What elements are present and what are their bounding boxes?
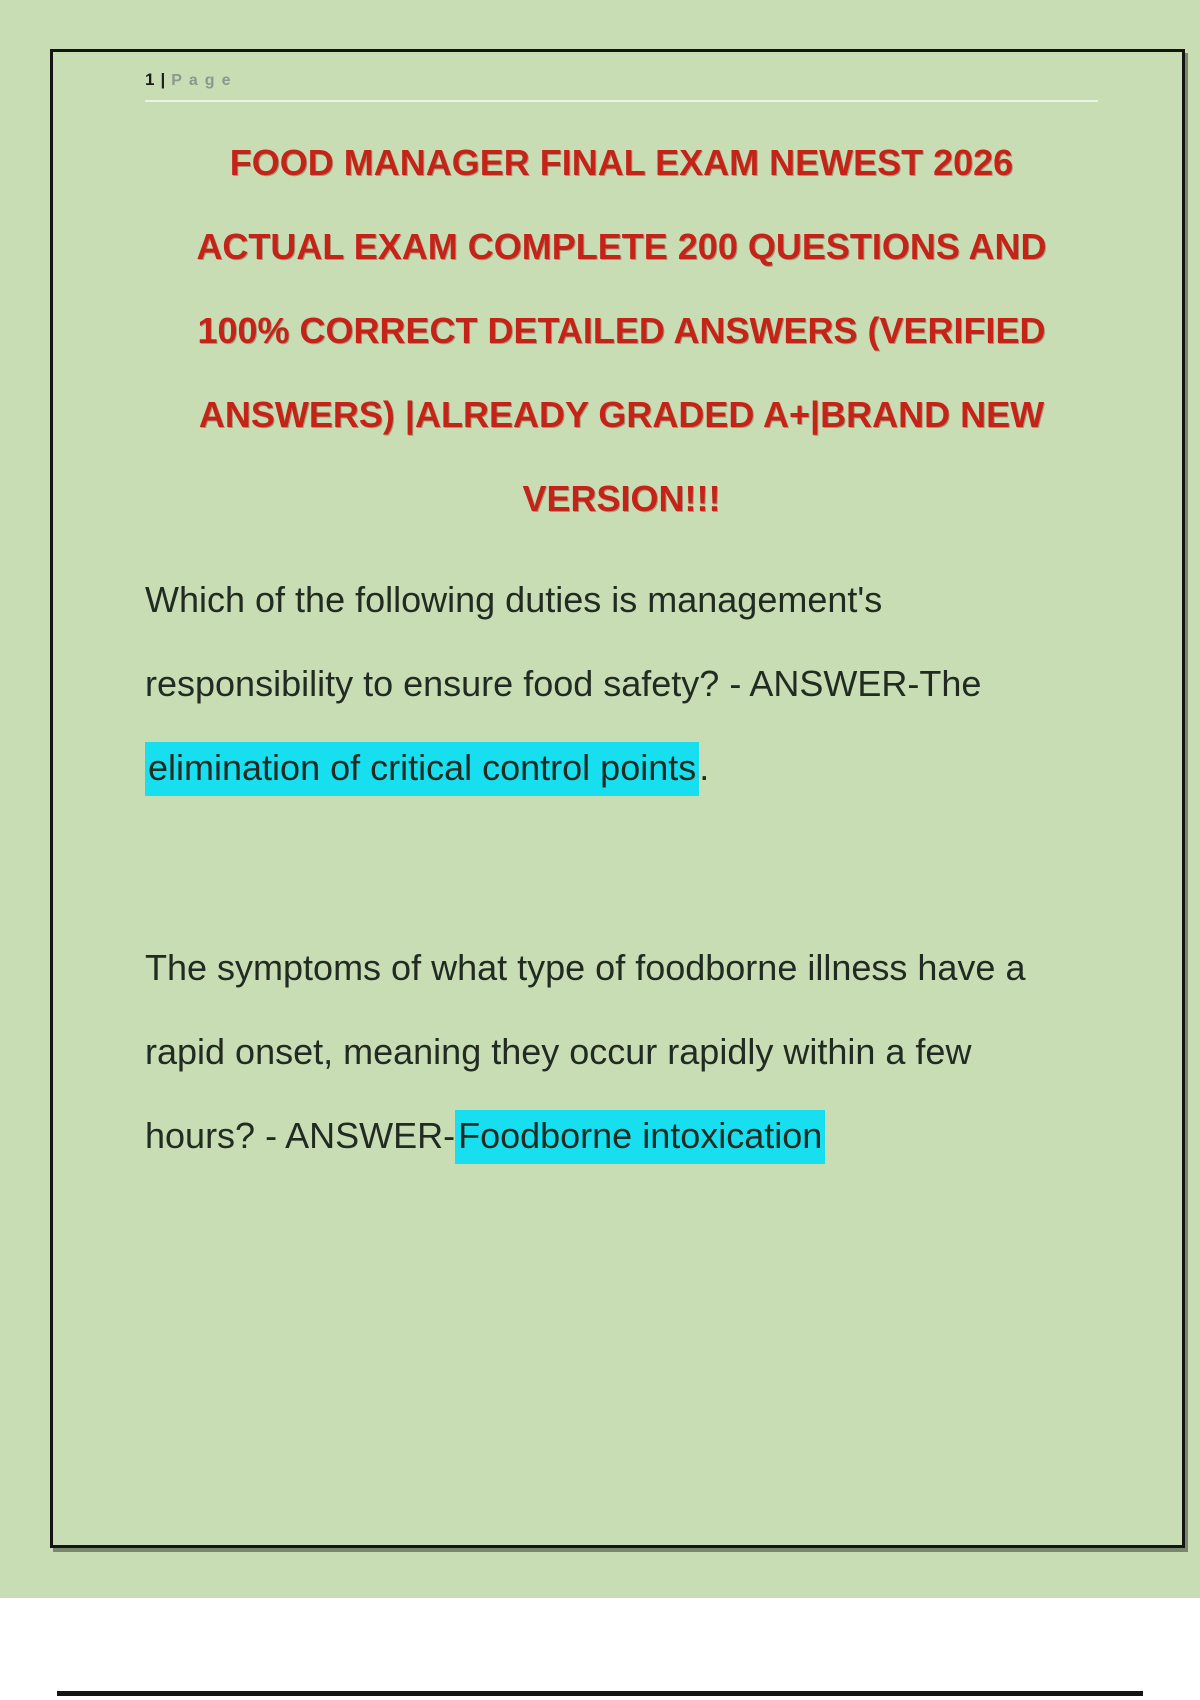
question-line xyxy=(145,1094,1098,1178)
question-text: rapid onset, meaning they occur rapidly within a few xyxy=(145,1031,972,1072)
question-line xyxy=(145,1010,1098,1094)
question-line xyxy=(145,642,1098,726)
question-line xyxy=(145,926,1098,1010)
question-line xyxy=(145,726,1098,810)
page-number: 1 xyxy=(145,70,155,89)
question-block xyxy=(145,558,1098,810)
highlighted-answer: Foodborne intoxication xyxy=(455,1110,825,1164)
question-text: responsibility to ensure food safety? - ANSWER-The xyxy=(145,663,982,704)
highlighted-answer: elimination of critical control points xyxy=(145,742,699,796)
exam-title-line: VERSION!!! xyxy=(522,478,721,519)
question-text: . xyxy=(699,747,710,788)
exam-title-line: FOOD MANAGER FINAL EXAM NEWEST 2026 xyxy=(229,142,1014,183)
page-label: Page xyxy=(171,72,238,89)
exam-title-line: ANSWERS) |ALREADY GRADED A+|BRAND NEW xyxy=(198,394,1045,435)
question-text: The symptoms of what type of foodborne illness have a xyxy=(145,947,1026,988)
page-content xyxy=(53,52,1182,1178)
question-text: hours? - ANSWER- xyxy=(145,1115,456,1156)
next-page-top-border xyxy=(57,1691,1143,1696)
questions xyxy=(145,558,1098,1178)
question-line xyxy=(145,558,1098,642)
page-border-box xyxy=(50,49,1185,1548)
question-text: Which of the following duties is management's xyxy=(145,579,883,620)
page-header xyxy=(145,70,1098,102)
question-block xyxy=(145,926,1098,1178)
exam-title xyxy=(145,121,1098,541)
header-separator: | xyxy=(160,70,166,89)
exam-title-line: 100% CORRECT DETAILED ANSWERS (VERIFIED xyxy=(197,310,1046,351)
exam-title-line: ACTUAL EXAM COMPLETE 200 QUESTIONS AND xyxy=(196,226,1047,267)
